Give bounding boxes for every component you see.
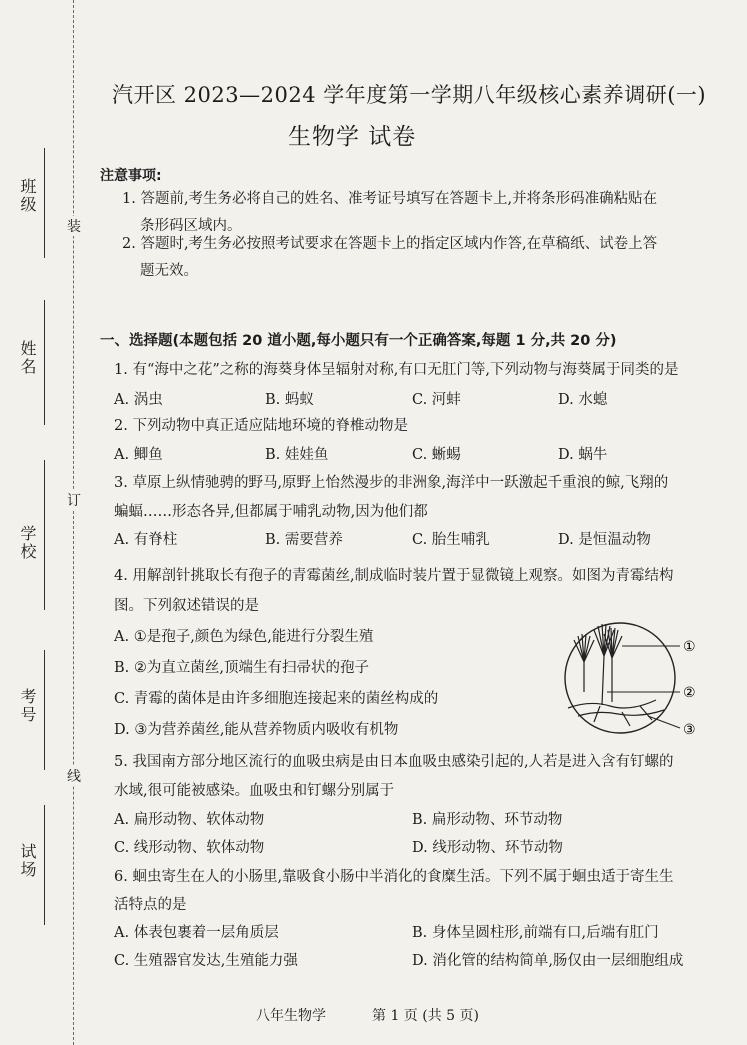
figure-label-2: ② (683, 685, 696, 701)
bind-char-ding: 订 (67, 490, 81, 510)
exam-number-label: 考号 (18, 688, 37, 724)
school-label: 学校 (18, 525, 37, 561)
question-stem: 活特点的是 (114, 897, 187, 913)
option: B. ②为直立菌丝,顶端生有扫帚状的孢子 (114, 660, 369, 676)
option: B. 蚂蚁 (265, 392, 314, 408)
option: B. 身体呈圆柱形,前端有口,后端有肛门 (412, 925, 659, 941)
figure-label-1: ① (683, 639, 696, 655)
question-stem: 图。下列叙述错误的是 (114, 598, 259, 614)
exam-title: 汽开区 2023—2024 学年度第一学期八年级核心素养调研(一) (112, 83, 707, 107)
option: C. 胎生哺乳 (412, 532, 490, 548)
class-label: 班级 (18, 178, 37, 214)
option: B. 娃娃鱼 (265, 447, 329, 463)
option: C. 蜥蜴 (412, 447, 461, 463)
note-line: 2. 答题时,考生务必按照考试要求在答题卡上的指定区域内作答,在草稿纸、试卷上答 (122, 236, 658, 252)
option: C. 线形动物、软体动物 (114, 840, 265, 856)
bind-char-zhuang: 装 (67, 216, 81, 236)
note-line: 1. 答题前,考生务必将自己的姓名、准考证号填写在答题卡上,并将条形码准确粘贴在 (122, 191, 658, 207)
option: A. 体表包裹着一层角质层 (114, 925, 279, 941)
option: A. 扁形动物、软体动物 (114, 812, 265, 828)
option: B. 扁形动物、环节动物 (412, 812, 563, 828)
exam-room-field-line (44, 805, 45, 925)
notes-heading: 注意事项: (100, 168, 162, 184)
option: A. 鲫鱼 (114, 447, 163, 463)
option: D. 蜗牛 (558, 447, 608, 463)
figure-label-3: ③ (683, 722, 696, 738)
question-stem: 6. 蛔虫寄生在人的小肠里,靠吸食小肠中半消化的食糜生活。下列不属于蛔虫适于寄生生 (114, 869, 674, 885)
option: A. 有脊柱 (114, 532, 178, 548)
question-stem: 水域,很可能被感染。血吸虫和钉螺分别属于 (114, 783, 395, 799)
question-stem: 4. 用解剖针挑取长有孢子的青霉菌丝,制成临时装片置于显微镜上观察。如图为青霉结构 (114, 568, 674, 584)
footer-page-number: 第 1 页 (共 5 页) (372, 1008, 479, 1024)
name-label: 姓名 (18, 340, 37, 376)
footer-subject: 八年生物学 (256, 1008, 326, 1024)
option: D. 线形动物、环节动物 (412, 840, 563, 856)
option: A. 涡虫 (114, 392, 163, 408)
option: D. 消化管的结构简单,肠仅由一层细胞组成 (412, 953, 684, 969)
question-stem: 蝙蝠……形态各异,但都属于哺乳动物,因为他们都 (114, 504, 428, 520)
note-item (122, 231, 700, 285)
name-field-line (44, 300, 45, 425)
penicillium-diagram (560, 620, 710, 745)
nutritive-hyphae (568, 700, 664, 726)
option: C. 生殖器官发达,生殖能力强 (114, 953, 298, 969)
exam-number-field-line (44, 650, 45, 770)
bind-char-xian: 线 (67, 766, 81, 786)
option: A. ①是孢子,颜色为绿色,能进行分裂生殖 (114, 629, 374, 645)
exam-subtitle: 生物学 试卷 (288, 124, 417, 150)
section-heading: 一、选择题(本题包括 20 道小题,每小题只有一个正确答案,每题 1 分,共 20 分) (100, 333, 617, 349)
school-field-line (44, 460, 45, 610)
class-field-line (44, 148, 45, 258)
option: D. ③为营养菌丝,能从营养物质内吸收有机物 (114, 722, 399, 738)
binding-line (73, 0, 74, 1045)
option: C. 河蚌 (412, 392, 461, 408)
option: D. 是恒温动物 (558, 532, 651, 548)
question-stem: 1. 有“海中之花”之称的海葵身体呈辐射对称,有口无肛门等,下列动物与海葵属于同类的是 (114, 362, 679, 378)
note-line: 条形码区域内。 (140, 218, 242, 234)
question-stem: 3. 草原上纵情驰骋的野马,原野上怡然漫步的非洲象,海洋中一跃激起千重浪的鲸,飞翔的 (114, 475, 669, 491)
option: C. 青霉的菌体是由许多细胞连接起来的菌丝构成的 (114, 691, 439, 707)
option: D. 水螅 (558, 392, 608, 408)
spore-brush-3 (604, 628, 622, 702)
option: B. 需要营养 (265, 532, 343, 548)
question-stem: 2. 下列动物中真正适应陆地环境的脊椎动物是 (114, 418, 408, 434)
exam-room-label: 试场 (18, 843, 37, 879)
question-stem: 5. 我国南方部分地区流行的血吸虫病是由日本血吸虫感染引起的,人若是进入含有钉螺的 (114, 754, 674, 770)
note-line: 题无效。 (140, 263, 198, 279)
